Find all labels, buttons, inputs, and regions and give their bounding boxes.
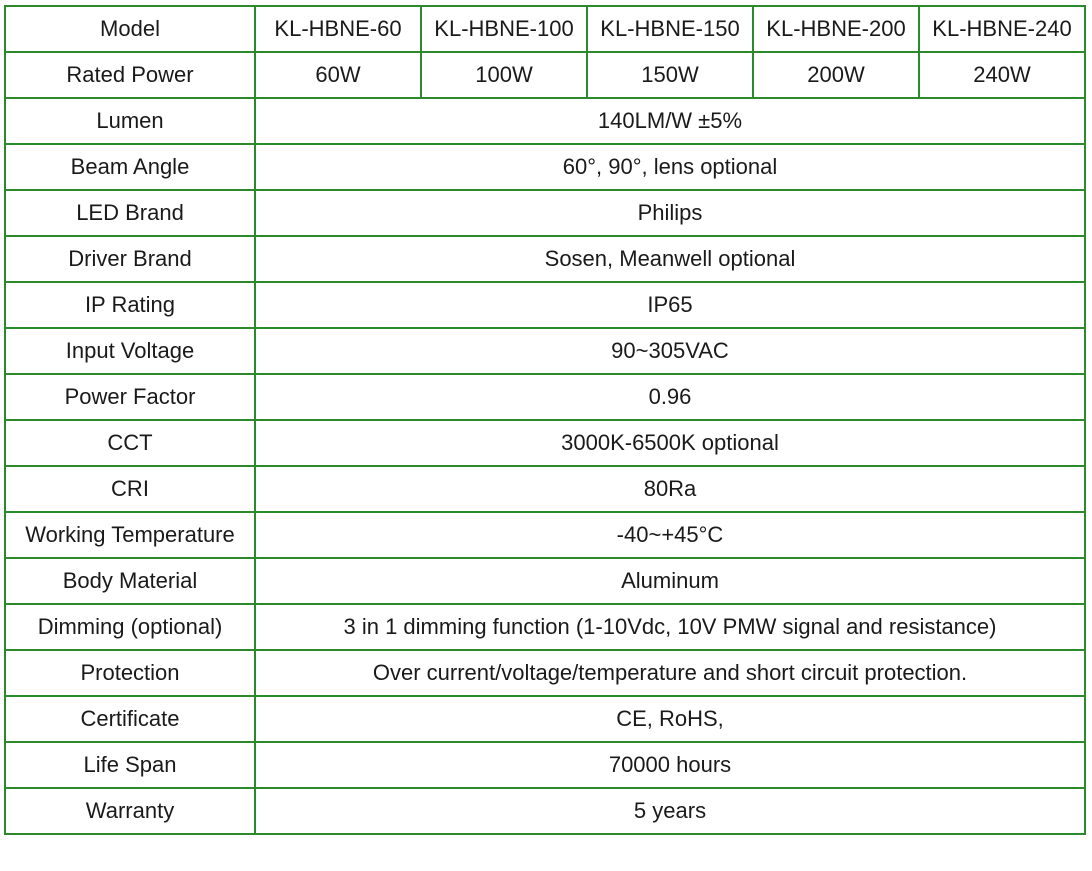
spec-value: Over current/voltage/temperature and short circuit protection.: [255, 650, 1085, 696]
spec-label: Lumen: [5, 98, 255, 144]
spec-label: Protection: [5, 650, 255, 696]
rated-power-row: [5, 52, 1085, 98]
spec-value: Philips: [255, 190, 1085, 236]
spec-row: [5, 466, 1085, 512]
rated-power-value: 150W: [587, 52, 753, 98]
spec-row: [5, 374, 1085, 420]
model-name: KL-HBNE-100: [421, 6, 587, 52]
spec-label: Warranty: [5, 788, 255, 834]
spec-row: [5, 558, 1085, 604]
spec-row: [5, 328, 1085, 374]
spec-row: [5, 788, 1085, 834]
rated-power-value: 240W: [919, 52, 1085, 98]
spec-row: [5, 420, 1085, 466]
spec-value: 0.96: [255, 374, 1085, 420]
header-row: [5, 6, 1085, 52]
spec-label: Working Temperature: [5, 512, 255, 558]
spec-value: 70000 hours: [255, 742, 1085, 788]
spec-value: 140LM/W ±5%: [255, 98, 1085, 144]
spec-label: Dimming (optional): [5, 604, 255, 650]
spec-row: [5, 604, 1085, 650]
spec-label: Body Material: [5, 558, 255, 604]
spec-value: 90~305VAC: [255, 328, 1085, 374]
spec-label: CCT: [5, 420, 255, 466]
model-name: KL-HBNE-240: [919, 6, 1085, 52]
spec-value: 3 in 1 dimming function (1-10Vdc, 10V PMW signal and resistance): [255, 604, 1085, 650]
spec-value: CE, RoHS,: [255, 696, 1085, 742]
spec-label: CRI: [5, 466, 255, 512]
rated-power-label: Rated Power: [5, 52, 255, 98]
header-label: Model: [5, 6, 255, 52]
spec-row: [5, 696, 1085, 742]
spec-row: [5, 742, 1085, 788]
rated-power-value: 100W: [421, 52, 587, 98]
spec-label: IP Rating: [5, 282, 255, 328]
spec-value: IP65: [255, 282, 1085, 328]
spec-row: [5, 282, 1085, 328]
spec-value: 80Ra: [255, 466, 1085, 512]
spec-table: [4, 5, 1086, 835]
spec-row: [5, 236, 1085, 282]
spec-label: Driver Brand: [5, 236, 255, 282]
spec-value: 3000K-6500K optional: [255, 420, 1085, 466]
spec-row: [5, 144, 1085, 190]
spec-row: [5, 98, 1085, 144]
spec-value: -40~+45°C: [255, 512, 1085, 558]
rated-power-value: 60W: [255, 52, 421, 98]
spec-label: Certificate: [5, 696, 255, 742]
spec-row: [5, 650, 1085, 696]
model-name: KL-HBNE-200: [753, 6, 919, 52]
spec-value: 5 years: [255, 788, 1085, 834]
spec-value: 60°, 90°, lens optional: [255, 144, 1085, 190]
model-name: KL-HBNE-60: [255, 6, 421, 52]
spec-label: Input Voltage: [5, 328, 255, 374]
spec-value: Sosen, Meanwell optional: [255, 236, 1085, 282]
model-name: KL-HBNE-150: [587, 6, 753, 52]
spec-label: Beam Angle: [5, 144, 255, 190]
spec-value: Aluminum: [255, 558, 1085, 604]
spec-label: LED Brand: [5, 190, 255, 236]
spec-row: [5, 190, 1085, 236]
rated-power-value: 200W: [753, 52, 919, 98]
spec-row: [5, 512, 1085, 558]
spec-label: Life Span: [5, 742, 255, 788]
spec-label: Power Factor: [5, 374, 255, 420]
